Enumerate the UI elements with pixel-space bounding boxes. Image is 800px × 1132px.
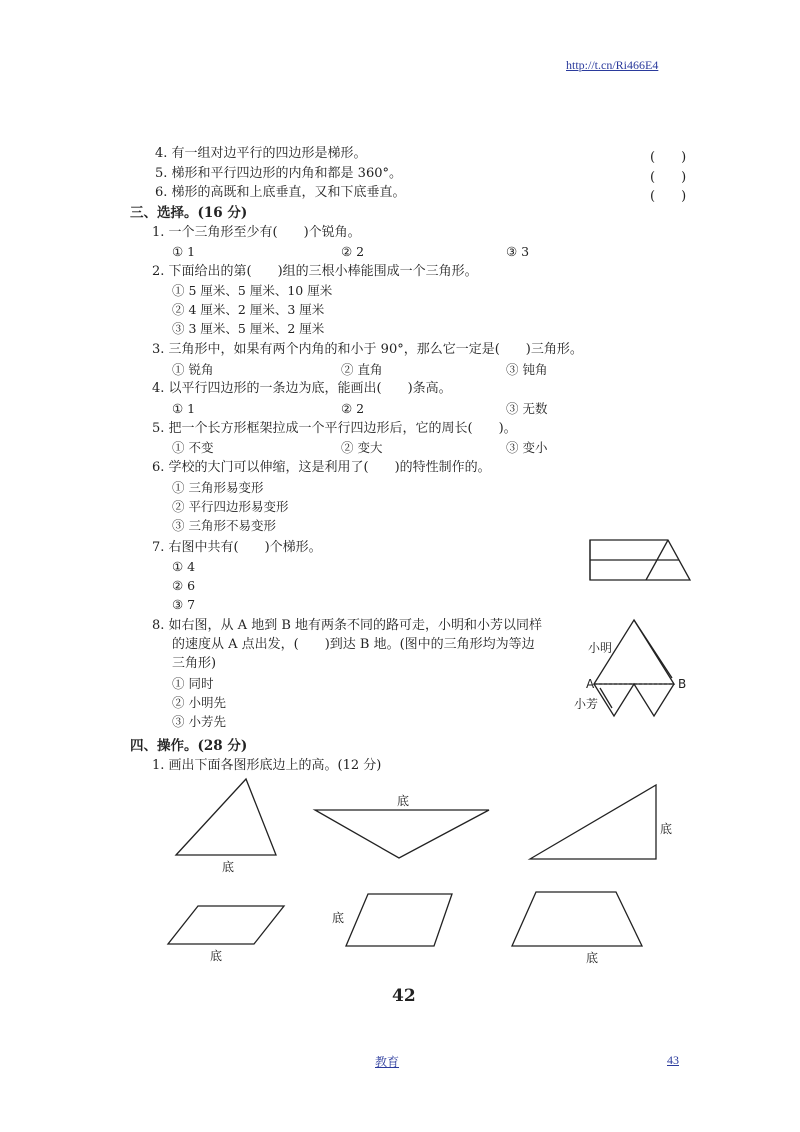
q8-path-figure [572, 612, 702, 722]
choice-q3: 3. 三角形中，如果有两个内角的和小于 90°，那么它一定是( )三角形。 [152, 342, 583, 357]
section-choice-title: 三、选择。(16 分) [130, 205, 248, 221]
choice-q7: 7. 右图中共有( )个梯形。 [152, 540, 322, 555]
choice-q2: 2. 下面给出的第( )组的三根小棒能围成一个三角形。 [152, 264, 478, 279]
choice-q4-opt2: ② 2 [341, 401, 365, 416]
figure-parallelogram-1 [168, 900, 298, 970]
footer-link-left[interactable]: 教育 [375, 1055, 400, 1069]
choice-q8-line1: 8. 如右图，从 A 地到 B 地有两条不同的路可走，小明和小芳以同样 [152, 618, 543, 633]
q8-small-path [594, 684, 674, 716]
choice-q4-opt3: ③ 无数 [506, 401, 548, 416]
choice-q8-opt2: ② 小明先 [172, 695, 226, 710]
judge-item-5-paren: ( ) [650, 170, 687, 185]
judge-item-6-paren: ( ) [650, 189, 687, 204]
section-operate-title: 四、操作。(28 分) [130, 738, 248, 754]
q8-label-fang: 小芳 [574, 697, 599, 711]
choice-q3-opt1: ① 锐角 [172, 362, 214, 377]
q8-label-ming: 小明 [588, 641, 613, 655]
footer-link-right[interactable]: 43 [667, 1053, 679, 1067]
choice-q2-opt2: ② 4 厘米、2 厘米、3 厘米 [172, 302, 325, 317]
q7-trapezoid-figure [590, 536, 700, 586]
figure-5-base-label: 底 [332, 911, 345, 925]
choice-q4-opt1: ① 1 [172, 401, 196, 416]
figure-3-base-label: 底 [660, 822, 673, 836]
choice-q3-opt2: ② 直角 [341, 362, 383, 377]
page-number: 42 [392, 986, 416, 1006]
q8-label-b: B [678, 677, 687, 691]
q8-fang-arrow [600, 688, 612, 708]
choice-q8-line2: 的速度从 A 点出发，( )到达 B 地。(图中的三角形均为等边 [172, 637, 535, 652]
judge-item-6: 6. 梯形的高既和上底垂直，又和下底垂直。 [155, 185, 406, 200]
figure-4-base-label: 底 [210, 949, 223, 963]
choice-q8-opt3: ③ 小芳先 [172, 714, 226, 729]
header-url-link[interactable]: http://t.cn/Ri466E4 [566, 58, 659, 72]
choice-q1-opt3: ③ 3 [506, 244, 530, 259]
choice-q2-opt3: ③ 3 厘米、5 厘米、2 厘米 [172, 321, 325, 336]
figure-obtuse-triangle [315, 790, 505, 860]
choice-q6-opt2: ② 平行四边形易变形 [172, 499, 289, 514]
q8-ming-arrow [634, 620, 672, 678]
choice-q6-opt3: ③ 三角形不易变形 [172, 518, 276, 533]
choice-q1: 1. 一个三角形至少有( )个锐角。 [152, 225, 361, 240]
figure-1-base-label: 底 [222, 860, 235, 874]
choice-q5-opt3: ③ 变小 [506, 440, 548, 455]
choice-q5: 5. 把一个长方形框架拉成一个平行四边形后，它的周长( )。 [152, 421, 517, 436]
choice-q7-opt1: ① 4 [172, 559, 196, 574]
choice-q6: 6. 学校的大门可以伸缩，这是利用了( )的特性制作的。 [152, 460, 491, 475]
choice-q1-opt1: ① 1 [172, 244, 196, 259]
figure-6-base-label: 底 [586, 951, 599, 965]
choice-q8-opt1: ① 同时 [172, 676, 214, 691]
figure-parallelogram-2 [330, 894, 460, 954]
judge-item-5: 5. 梯形和平行四边形的内角和都是 360°。 [155, 166, 402, 181]
choice-q2-opt1: ① 5 厘米、5 厘米、10 厘米 [172, 283, 333, 298]
choice-q1-opt2: ② 2 [341, 244, 365, 259]
operate-q1: 1. 画出下面各图形底边上的高。(12 分) [152, 758, 382, 773]
choice-q3-opt3: ③ 钝角 [506, 362, 548, 377]
choice-q5-opt1: ① 不变 [172, 440, 214, 455]
choice-q8-line3: 三角形) [172, 656, 217, 671]
figure-trapezoid [512, 888, 652, 968]
choice-q7-opt3: ③ 7 [172, 597, 196, 612]
figure-right-triangle [530, 785, 690, 875]
q8-label-a: A [586, 677, 595, 691]
choice-q6-opt1: ① 三角形易变形 [172, 480, 264, 495]
choice-q5-opt2: ② 变大 [341, 440, 383, 455]
figure-2-base-label: 底 [397, 794, 410, 808]
choice-q4: 4. 以平行四边形的一条边为底，能画出( )条高。 [152, 381, 452, 396]
judge-item-4: 4. 有一组对边平行的四边形是梯形。 [155, 146, 367, 161]
choice-q7-opt2: ② 6 [172, 578, 196, 593]
figure-acute-triangle [176, 775, 306, 875]
judge-item-4-paren: ( ) [650, 150, 687, 165]
